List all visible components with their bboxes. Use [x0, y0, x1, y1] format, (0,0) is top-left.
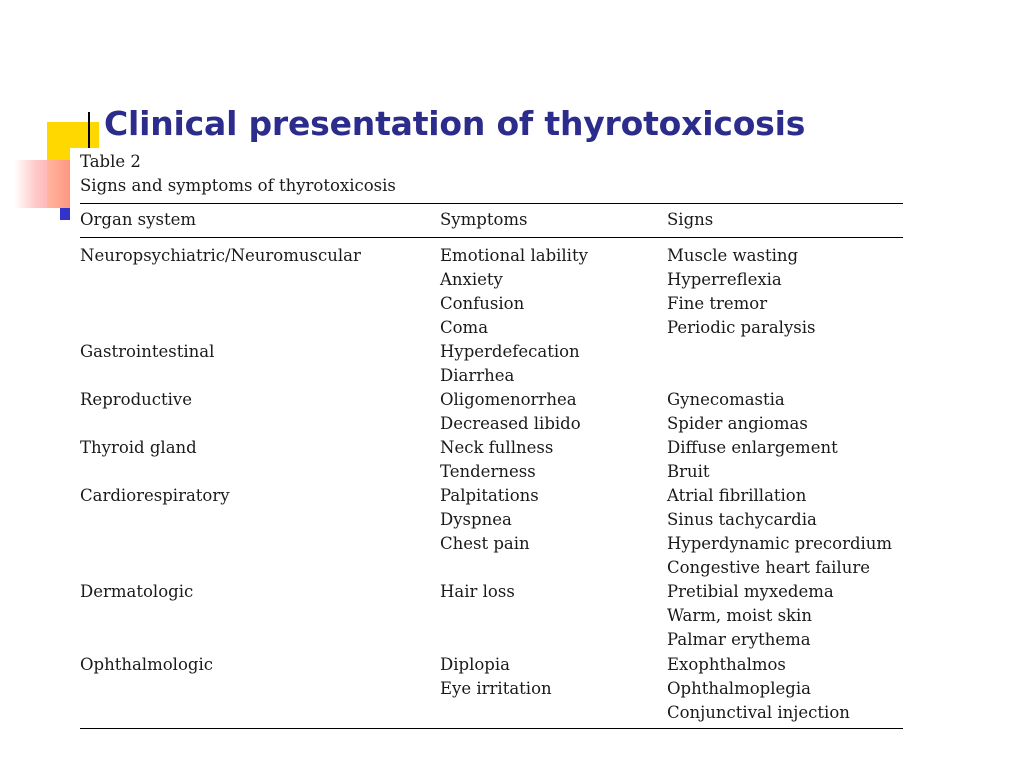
table-number: Table 2: [80, 152, 141, 171]
sign-cell: Fine tremor: [667, 294, 768, 313]
table-image: [70, 148, 910, 760]
symptom-cell: Hyperdefecation: [440, 342, 580, 361]
symptom-cell: Emotional lability: [440, 246, 588, 265]
organ-cell: Thyroid gland: [80, 438, 197, 457]
table-top-rule: [80, 203, 903, 204]
table-header-rule: [80, 237, 903, 238]
header-organ-system: Organ system: [80, 210, 196, 229]
symptom-cell: Dyspnea: [440, 510, 512, 529]
symptom-cell: Decreased libido: [440, 414, 581, 433]
organ-cell: Dermatologic: [80, 582, 194, 601]
table-bottom-rule: [80, 728, 903, 729]
header-signs: Signs: [667, 210, 714, 229]
sign-cell: Hyperreflexia: [667, 270, 782, 289]
sign-cell: Muscle wasting: [667, 246, 799, 265]
sign-cell: Bruit: [667, 462, 710, 481]
title-accent-line: [88, 112, 90, 148]
sign-cell: Exophthalmos: [667, 655, 786, 674]
table-caption: Signs and symptoms of thyrotoxicosis: [80, 176, 396, 195]
symptom-cell: Diarrhea: [440, 366, 515, 385]
organ-cell: Cardiorespiratory: [80, 486, 230, 505]
sign-cell: Sinus tachycardia: [667, 510, 817, 529]
slide-title: Clinical presentation of thyrotoxicosis: [104, 104, 806, 143]
symptom-cell: Confusion: [440, 294, 525, 313]
decorative-blue-square: [60, 208, 70, 220]
symptom-cell: Hair loss: [440, 582, 515, 601]
sign-cell: Spider angiomas: [667, 414, 808, 433]
sign-cell: Hyperdynamic precordium: [667, 534, 893, 553]
sign-cell: Pretibial myxedema: [667, 582, 834, 601]
organ-cell: Neuropsychiatric/Neuromuscular: [80, 246, 361, 265]
symptom-cell: Palpitations: [440, 486, 539, 505]
header-symptoms: Symptoms: [440, 210, 528, 229]
sign-cell: Congestive heart failure: [667, 558, 870, 577]
sign-cell: Conjunctival injection: [667, 703, 850, 722]
symptom-cell: Oligomenorrhea: [440, 390, 577, 409]
sign-cell: Atrial fibrillation: [667, 486, 807, 505]
sign-cell: Palmar erythema: [667, 630, 811, 649]
symptom-cell: Neck fullness: [440, 438, 554, 457]
symptom-cell: Anxiety: [440, 270, 503, 289]
symptom-cell: Eye irritation: [440, 679, 552, 698]
symptom-cell: Chest pain: [440, 534, 530, 553]
organ-cell: Reproductive: [80, 390, 192, 409]
sign-cell: Periodic paralysis: [667, 318, 816, 337]
symptom-cell: Diplopia: [440, 655, 510, 674]
organ-cell: Ophthalmologic: [80, 655, 213, 674]
organ-cell: Gastrointestinal: [80, 342, 215, 361]
sign-cell: Ophthalmoplegia: [667, 679, 811, 698]
sign-cell: Diffuse enlargement: [667, 438, 838, 457]
symptom-cell: Tenderness: [440, 462, 536, 481]
symptom-cell: Coma: [440, 318, 489, 337]
sign-cell: Gynecomastia: [667, 390, 785, 409]
sign-cell: Warm, moist skin: [667, 606, 812, 625]
